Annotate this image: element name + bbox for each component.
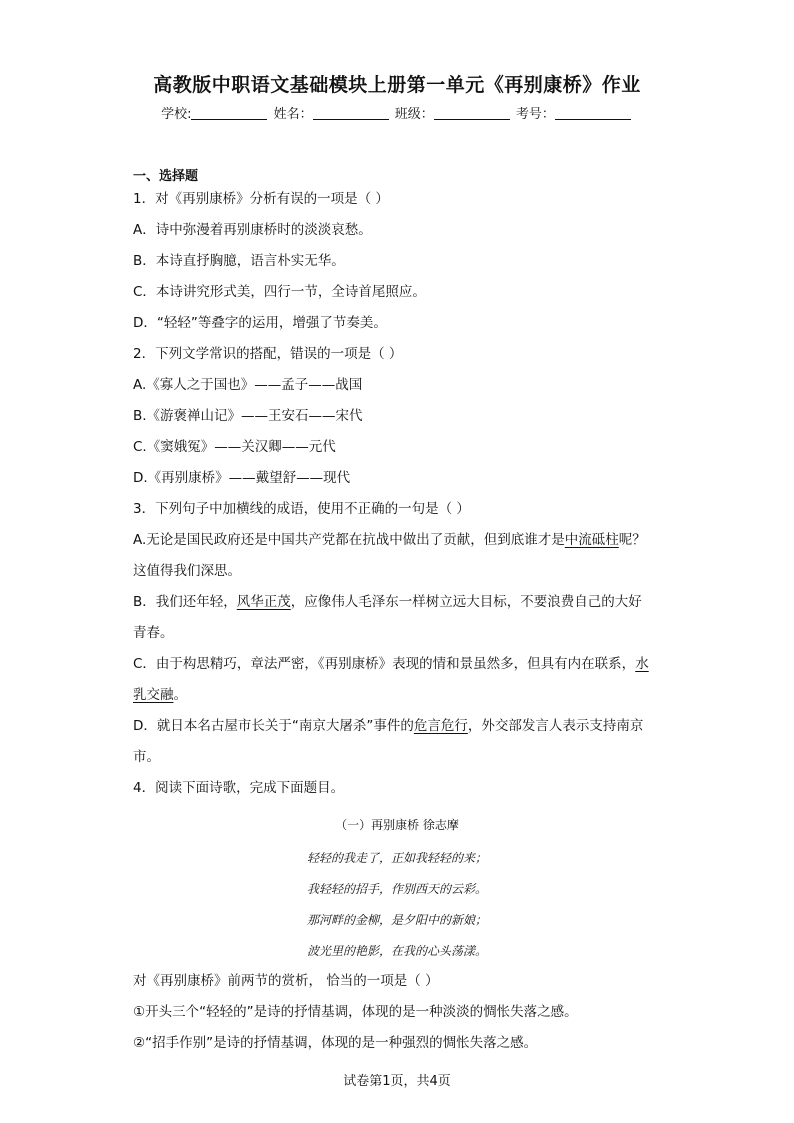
q1-option-b: B．本诗直抒胸臆，语言朴实无华。 [133,253,345,269]
q3-a-text-end: 呢？ [618,532,646,548]
school-label: 学校: [161,107,192,122]
q3-a-idiom: 中流砥柱 [564,532,619,548]
student-info-line [0,103,794,122]
q3-option-c-cont [133,684,663,715]
q3-c-text: C．由于构思精巧，章法严密，《再别康桥》表现的情和景虽然多，但具有内在联系， [133,656,636,672]
q1-option-c: C．本诗讲究形式美，四行一节，全诗首尾照应。 [133,284,426,300]
name-label: 姓名： [273,107,313,122]
q3-option-a-cont: 这值得我们深思。 [133,563,241,579]
name-blank [313,106,389,120]
q3-d-text-end: ，外交部发言人表示支持南京 [467,718,644,734]
q4-options-block [133,970,663,1063]
school-blank [191,106,267,120]
exam-number-label: 考号： [515,107,555,122]
q4-option-2: ②“招手作别”是诗的抒情基调，体现的是一种强烈的惆怅失落之感。 [133,1035,538,1051]
q3-option-b [133,591,663,622]
poem-line: 我轻轻的招手，作别西天的云彩。 [306,882,487,896]
class-blank [434,106,510,120]
q3-d-text: D．就日本名古屋市长关于“南京大屠杀”事件的 [133,718,414,734]
poem-line: 轻轻的我走了，正如我轻轻的来； [306,851,487,865]
q4-option-1: ①开头三个“轻轻的”是诗的抒情基调，体现的是一种淡淡的惆怅失落之感。 [133,1004,578,1020]
poem-line: 波光里的艳影，在我的心头荡漾。 [306,944,487,958]
poem-block [0,815,794,972]
page-footer: 试卷第1页，共4页 [343,1074,451,1089]
q3-option-a [133,529,663,560]
q3-b-idiom: 风华正茂 [236,594,291,610]
q2-stem: 2．下列文学常识的搭配，错误的一项是（ ） [133,346,403,362]
q3-option-d [133,715,663,746]
class-label: 班级： [394,107,434,122]
poem-title: （一）再别康桥 徐志摩 [335,818,459,832]
q1-stem: 1．对《再别康桥》分析有误的一项是（ ） [133,191,389,207]
page-title: 高教版中职语文基础模块上册第一单元《再别康桥》作业 [153,74,641,96]
q2-option-a: A.《寡人之于国也》——孟子——战国 [133,377,363,393]
q2-option-b: B.《游褒禅山记》——王安石——宋代 [133,408,363,424]
q4-stem: 4．阅读下面诗歌，完成下面题目。 [133,780,345,796]
q3-c-text-end: 。 [173,687,187,703]
q3-option-d-cont: 市。 [133,749,160,765]
q1-option-a: A．诗中弥漫着再别康桥时的淡淡哀愁。 [133,222,372,238]
q3-option-c [133,653,663,684]
q2-option-d: D.《再别康桥》——戴望舒——现代 [133,470,351,486]
q3-b-text: B．我们还年轻， [133,594,237,610]
q3-d-idiom: 危言危行 [413,718,468,734]
q4-sub-stem: 对《再别康桥》前两节的赏析， 恰当的一项是（ ） [133,973,439,989]
q3-c-idiom-part2: 乳交融 [133,687,174,703]
questions-block [133,188,663,808]
q3-c-idiom-part1: 水 [635,656,649,672]
section-title: 一、选择题 [133,169,199,184]
q3-b-text-end: ，应像伟人毛泽东一样树立远大目标，不要浪费自己的大好 [290,594,642,610]
q3-stem: 3．下列句子中加横线的成语，使用不正确的一句是（ ） [133,501,470,517]
q1-option-d: D．“轻轻”等叠字的运用，增强了节奏美。 [133,315,387,331]
q3-a-text: A.无论是国民政府还是中国共产党都在抗战中做出了贡献，但到底谁才是 [133,532,565,548]
q3-option-b-cont: 青春。 [133,625,174,641]
poem-line: 那河畔的金柳，是夕阳中的新娘； [306,913,487,927]
q2-option-c: C.《窦娥冤》——关汉卿——元代 [133,439,336,455]
exam-number-blank [555,106,631,120]
